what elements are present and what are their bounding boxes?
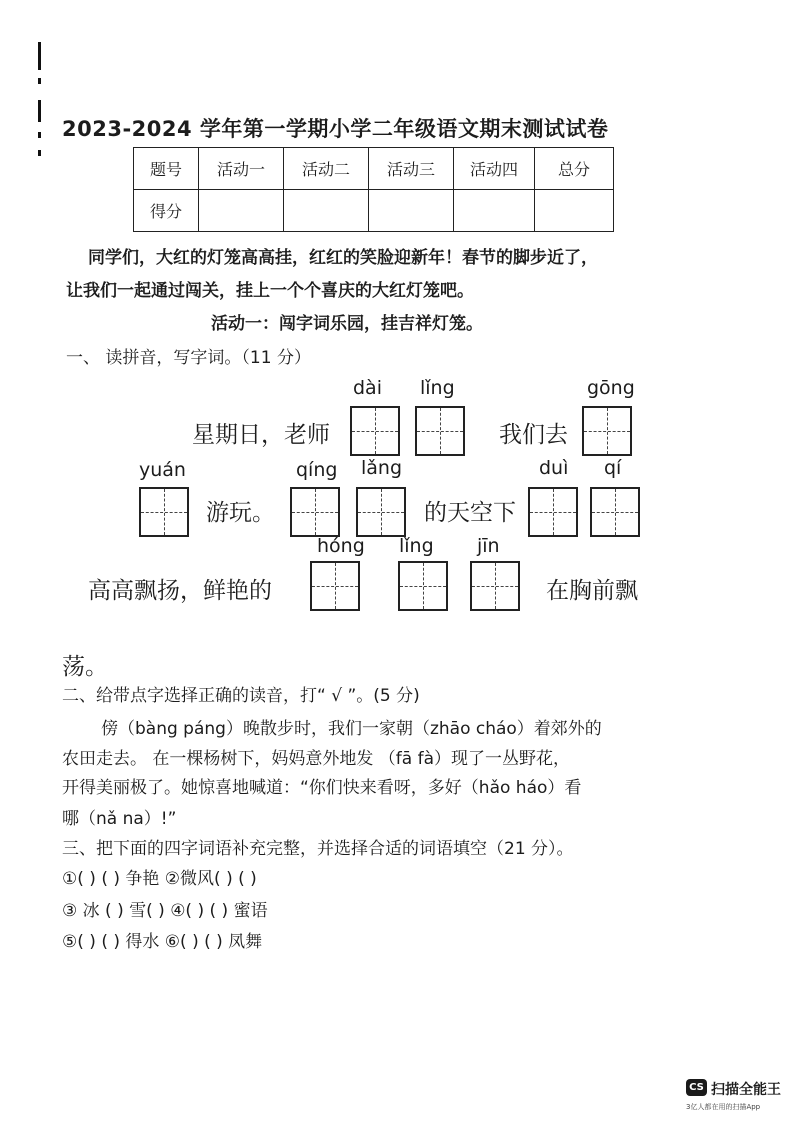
- table-row: [134, 148, 614, 190]
- section-heading: 活动一：闯字词乐园，挂吉祥灯笼。: [211, 314, 483, 334]
- score-cell[interactable]: [454, 190, 535, 232]
- writing-box[interactable]: [310, 561, 360, 611]
- intro-line: 让我们一起通过闯关，挂上一个个喜庆的大红灯笼吧。: [66, 281, 474, 301]
- table-header-cell: 活动一: [199, 148, 284, 190]
- sentence-text: 游玩。: [206, 500, 275, 526]
- table-header-cell: 题号: [134, 148, 199, 190]
- binding-mark: [38, 150, 41, 156]
- sentence-text: 荡。: [62, 654, 108, 680]
- writing-box[interactable]: [139, 487, 189, 537]
- pinyin-label: hóng: [317, 535, 365, 557]
- passage-line: 开得美丽极了。她惊喜地喊道：“你们快来看呀，多好（hǎo háo）看: [62, 778, 582, 798]
- scanner-logo-icon: CS: [686, 1079, 707, 1096]
- sentence-text: 的天空下: [424, 500, 516, 526]
- pinyin-label: dài: [353, 377, 382, 399]
- binding-mark: [38, 132, 41, 138]
- writing-box[interactable]: [470, 561, 520, 611]
- pinyin-label: yuán: [139, 459, 186, 481]
- pinyin-label: duì: [539, 457, 569, 479]
- table-header-cell: 总分: [535, 148, 614, 190]
- table-row: [134, 190, 614, 232]
- score-cell[interactable]: [369, 190, 454, 232]
- scanner-tagline: 3亿人都在用的扫描App: [686, 1103, 761, 1111]
- scanner-app-name: 扫描全能王: [711, 1082, 781, 1098]
- pinyin-label: lǐng: [399, 535, 434, 557]
- idiom-row: ①( ) ( ) 争艳 ②微风( ) ( ): [62, 869, 257, 889]
- writing-box[interactable]: [290, 487, 340, 537]
- table-header-cell: 活动三: [369, 148, 454, 190]
- pinyin-label: qí: [604, 457, 622, 479]
- table-header-cell: 活动二: [284, 148, 369, 190]
- writing-box[interactable]: [582, 406, 632, 456]
- idiom-row: ⑤( ) ( ) 得水 ⑥( ) ( ) 凤舞: [62, 932, 263, 952]
- binding-mark: [38, 42, 41, 70]
- writing-box[interactable]: [415, 406, 465, 456]
- score-cell[interactable]: [284, 190, 369, 232]
- question-heading: 一、 读拼音，写字词。（11 分）: [66, 348, 311, 368]
- writing-box[interactable]: [528, 487, 578, 537]
- idiom-row: ③ 冰 ( ) 雪( ) ④( ) ( ) 蜜语: [62, 901, 268, 921]
- writing-box[interactable]: [356, 487, 406, 537]
- pinyin-label: gōng: [587, 377, 635, 399]
- table-header-cell: 活动四: [454, 148, 535, 190]
- writing-box[interactable]: [398, 561, 448, 611]
- passage-line: 哪（nǎ na）!”: [62, 809, 177, 829]
- score-cell[interactable]: [199, 190, 284, 232]
- binding-mark: [38, 100, 41, 122]
- intro-line: 同学们，大红的灯笼高高挂，红红的笑脸迎新年！春节的脚步近了，: [88, 248, 598, 268]
- page-title: 2023-2024 学年第一学期小学二年级语文期末测试试卷: [62, 117, 609, 141]
- table-row-label: 得分: [134, 190, 199, 232]
- pinyin-label: lǎng: [361, 457, 403, 479]
- pinyin-label: lǐng: [420, 377, 455, 399]
- sentence-text: 星期日，老师: [192, 422, 330, 448]
- question-heading: 二、给带点字选择正确的读音，打“ √ ”。(5 分): [62, 686, 420, 706]
- score-cell[interactable]: [535, 190, 614, 232]
- pinyin-label: jīn: [477, 535, 500, 557]
- pinyin-label: qíng: [296, 459, 338, 481]
- passage-line: 傍（bàng páng）晚散步时，我们一家朝（zhāo cháo）着郊外的: [101, 719, 602, 739]
- writing-box[interactable]: [590, 487, 640, 537]
- sentence-text: 高高飘扬，鲜艳的: [88, 578, 272, 604]
- question-heading: 三、把下面的四字词语补充完整，并选择合适的词语填空（21 分）。: [62, 839, 574, 859]
- passage-line: 农田走去。 在一棵杨树下，妈妈意外地发 （fā fà）现了一丛野花，: [62, 749, 571, 769]
- writing-box[interactable]: [350, 406, 400, 456]
- sentence-text: 我们去: [499, 422, 568, 448]
- sentence-text: 在胸前飘: [546, 578, 638, 604]
- binding-mark: [38, 78, 41, 84]
- score-table: [133, 147, 614, 232]
